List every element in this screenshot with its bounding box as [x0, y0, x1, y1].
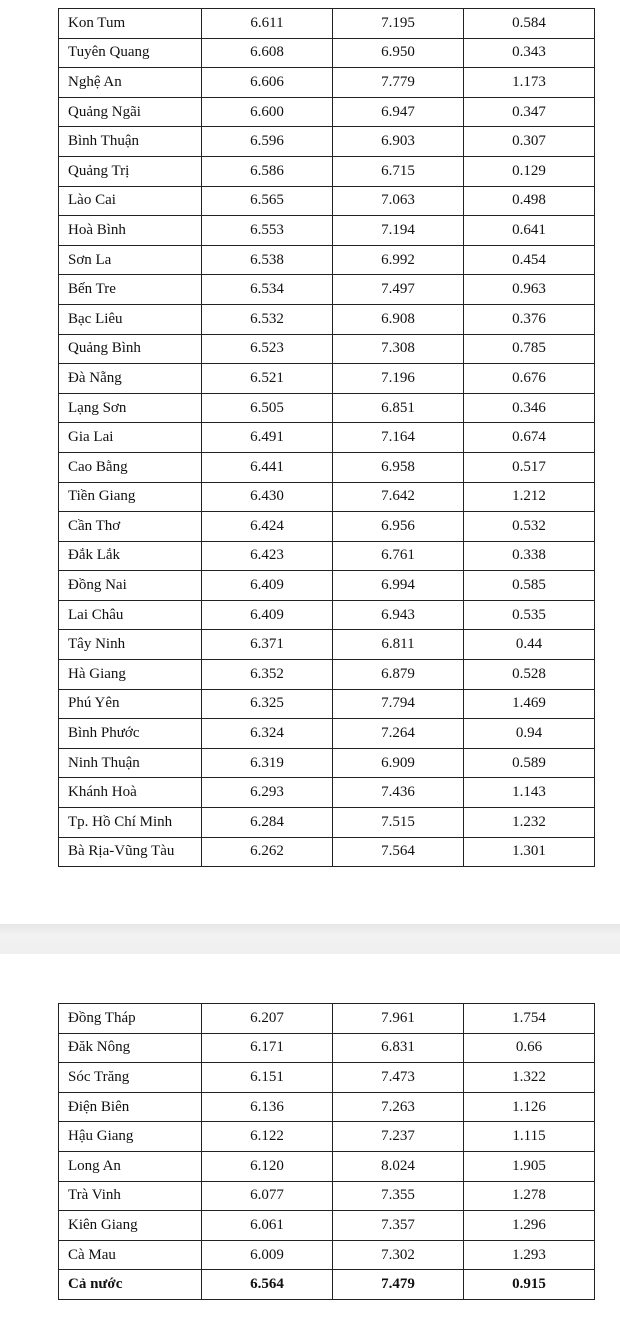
value-2-cell: 6.879 — [333, 660, 464, 690]
table-row — [59, 482, 595, 512]
province-cell: Gia Lai — [59, 423, 202, 453]
value-1-cell: 6.505 — [202, 393, 333, 423]
table-row — [59, 9, 595, 39]
value-3-cell: 0.785 — [464, 334, 595, 364]
value-2-cell: 7.357 — [333, 1211, 464, 1241]
value-3-cell: 1.293 — [464, 1240, 595, 1270]
table-row — [59, 1063, 595, 1093]
value-3-cell: 0.528 — [464, 660, 595, 690]
value-1-cell: 6.441 — [202, 452, 333, 482]
value-1-cell: 6.564 — [202, 1270, 333, 1300]
value-3-cell: 1.469 — [464, 689, 595, 719]
value-3-cell: 0.676 — [464, 364, 595, 394]
province-cell: Kiên Giang — [59, 1211, 202, 1241]
province-cell: Điện Biên — [59, 1092, 202, 1122]
page-break-gap — [0, 924, 620, 954]
value-3-cell: 1.905 — [464, 1151, 595, 1181]
value-1-cell: 6.523 — [202, 334, 333, 364]
value-1-cell: 6.324 — [202, 719, 333, 749]
value-2-cell: 7.564 — [333, 837, 464, 867]
value-1-cell: 6.136 — [202, 1092, 333, 1122]
table-row — [59, 452, 595, 482]
value-2-cell: 7.063 — [333, 186, 464, 216]
table-row — [59, 571, 595, 601]
value-2-cell: 6.958 — [333, 452, 464, 482]
value-3-cell: 0.915 — [464, 1270, 595, 1300]
value-1-cell: 6.606 — [202, 68, 333, 98]
value-3-cell: 0.535 — [464, 600, 595, 630]
province-cell: Quảng Bình — [59, 334, 202, 364]
table-row — [59, 275, 595, 305]
value-1-cell: 6.262 — [202, 837, 333, 867]
value-3-cell: 0.589 — [464, 748, 595, 778]
value-1-cell: 6.534 — [202, 275, 333, 305]
province-cell: Ninh Thuận — [59, 748, 202, 778]
value-2-cell: 7.308 — [333, 334, 464, 364]
table-row — [59, 689, 595, 719]
value-2-cell: 6.994 — [333, 571, 464, 601]
value-2-cell: 6.909 — [333, 748, 464, 778]
value-3-cell: 1.212 — [464, 482, 595, 512]
table-row — [59, 68, 595, 98]
table-row — [59, 748, 595, 778]
value-1-cell: 6.611 — [202, 9, 333, 39]
value-3-cell: 1.143 — [464, 778, 595, 808]
table-row — [59, 186, 595, 216]
value-3-cell: 0.585 — [464, 571, 595, 601]
value-1-cell: 6.319 — [202, 748, 333, 778]
value-2-cell: 7.237 — [333, 1122, 464, 1152]
value-1-cell: 6.120 — [202, 1151, 333, 1181]
table-row — [59, 423, 595, 453]
value-3-cell: 0.376 — [464, 304, 595, 334]
province-cell: Đồng Nai — [59, 571, 202, 601]
province-cell: Sơn La — [59, 245, 202, 275]
province-cell: Hậu Giang — [59, 1122, 202, 1152]
province-cell: Hà Giang — [59, 660, 202, 690]
value-2-cell: 7.355 — [333, 1181, 464, 1211]
province-cell: Tuyên Quang — [59, 38, 202, 68]
value-1-cell: 6.596 — [202, 127, 333, 157]
province-cell: Trà Vinh — [59, 1181, 202, 1211]
province-cell: Tiền Giang — [59, 482, 202, 512]
value-1-cell: 6.061 — [202, 1211, 333, 1241]
value-2-cell: 7.302 — [333, 1240, 464, 1270]
province-cell: Bến Tre — [59, 275, 202, 305]
value-3-cell: 0.66 — [464, 1033, 595, 1063]
province-cell: Lạng Sơn — [59, 393, 202, 423]
value-3-cell: 0.347 — [464, 97, 595, 127]
value-3-cell: 1.115 — [464, 1122, 595, 1152]
value-2-cell: 7.497 — [333, 275, 464, 305]
value-2-cell: 7.961 — [333, 1004, 464, 1034]
table-row — [59, 216, 595, 246]
province-cell: Lào Cai — [59, 186, 202, 216]
value-2-cell: 7.473 — [333, 1063, 464, 1093]
value-1-cell: 6.284 — [202, 808, 333, 838]
province-cell: Đắk Lắk — [59, 541, 202, 571]
value-2-cell: 7.479 — [333, 1270, 464, 1300]
table-row — [59, 1092, 595, 1122]
table-row — [59, 512, 595, 542]
value-1-cell: 6.122 — [202, 1122, 333, 1152]
value-2-cell: 7.164 — [333, 423, 464, 453]
value-2-cell: 7.515 — [333, 808, 464, 838]
value-1-cell: 6.151 — [202, 1063, 333, 1093]
value-2-cell: 6.992 — [333, 245, 464, 275]
table-row — [59, 630, 595, 660]
value-2-cell: 6.947 — [333, 97, 464, 127]
province-cell: Nghệ An — [59, 68, 202, 98]
table-row — [59, 837, 595, 867]
value-1-cell: 6.430 — [202, 482, 333, 512]
value-3-cell: 0.532 — [464, 512, 595, 542]
value-1-cell: 6.553 — [202, 216, 333, 246]
value-2-cell: 7.196 — [333, 364, 464, 394]
value-2-cell: 6.903 — [333, 127, 464, 157]
table-row — [59, 127, 595, 157]
table-row — [59, 660, 595, 690]
value-1-cell: 6.325 — [202, 689, 333, 719]
table-row — [59, 304, 595, 334]
value-3-cell: 1.322 — [464, 1063, 595, 1093]
province-cell: Bà Rịa-Vũng Tàu — [59, 837, 202, 867]
value-1-cell: 6.352 — [202, 660, 333, 690]
table-row — [59, 1151, 595, 1181]
province-cell: Long An — [59, 1151, 202, 1181]
value-3-cell: 1.232 — [464, 808, 595, 838]
table-row — [59, 1181, 595, 1211]
value-3-cell: 1.173 — [464, 68, 595, 98]
table-row — [59, 808, 595, 838]
table-row — [59, 156, 595, 186]
province-cell: Bạc Liêu — [59, 304, 202, 334]
value-1-cell: 6.409 — [202, 571, 333, 601]
value-1-cell: 6.423 — [202, 541, 333, 571]
value-1-cell: 6.171 — [202, 1033, 333, 1063]
value-1-cell: 6.077 — [202, 1181, 333, 1211]
table-row — [59, 1033, 595, 1063]
value-3-cell: 0.584 — [464, 9, 595, 39]
value-2-cell: 6.831 — [333, 1033, 464, 1063]
document-page-2 — [0, 954, 620, 1343]
table-row — [59, 719, 595, 749]
value-2-cell: 6.715 — [333, 156, 464, 186]
value-1-cell: 6.532 — [202, 304, 333, 334]
province-cell: Sóc Trăng — [59, 1063, 202, 1093]
value-3-cell: 1.301 — [464, 837, 595, 867]
value-1-cell: 6.371 — [202, 630, 333, 660]
province-cell: Lai Châu — [59, 600, 202, 630]
province-cell: Phú Yên — [59, 689, 202, 719]
value-1-cell: 6.207 — [202, 1004, 333, 1034]
value-2-cell: 7.264 — [333, 719, 464, 749]
value-1-cell: 6.293 — [202, 778, 333, 808]
province-cell: Đăk Nông — [59, 1033, 202, 1063]
province-cell: Cần Thơ — [59, 512, 202, 542]
value-2-cell: 6.811 — [333, 630, 464, 660]
value-3-cell: 0.44 — [464, 630, 595, 660]
value-3-cell: 0.338 — [464, 541, 595, 571]
value-2-cell: 6.950 — [333, 38, 464, 68]
province-cell: Khánh Hoà — [59, 778, 202, 808]
value-3-cell: 1.126 — [464, 1092, 595, 1122]
value-1-cell: 6.586 — [202, 156, 333, 186]
value-2-cell: 6.908 — [333, 304, 464, 334]
table-row — [59, 541, 595, 571]
value-3-cell: 0.498 — [464, 186, 595, 216]
value-3-cell: 0.94 — [464, 719, 595, 749]
value-2-cell: 6.943 — [333, 600, 464, 630]
value-1-cell: 6.409 — [202, 600, 333, 630]
value-2-cell: 7.194 — [333, 216, 464, 246]
province-cell: Đồng Tháp — [59, 1004, 202, 1034]
value-2-cell: 7.794 — [333, 689, 464, 719]
province-cell: Quảng Trị — [59, 156, 202, 186]
province-cell: Bình Thuận — [59, 127, 202, 157]
value-2-cell: 7.779 — [333, 68, 464, 98]
value-2-cell: 6.851 — [333, 393, 464, 423]
province-table-part-1 — [58, 8, 595, 867]
value-3-cell: 0.346 — [464, 393, 595, 423]
value-1-cell: 6.491 — [202, 423, 333, 453]
value-2-cell: 6.956 — [333, 512, 464, 542]
value-3-cell: 0.963 — [464, 275, 595, 305]
table-row — [59, 1122, 595, 1152]
table-row — [59, 364, 595, 394]
province-cell: Tây Ninh — [59, 630, 202, 660]
value-3-cell: 0.454 — [464, 245, 595, 275]
table-row — [59, 334, 595, 364]
province-cell: Tp. Hồ Chí Minh — [59, 808, 202, 838]
province-cell: Hoà Bình — [59, 216, 202, 246]
province-cell: Quảng Ngãi — [59, 97, 202, 127]
table-row — [59, 393, 595, 423]
total-row — [59, 1270, 595, 1300]
province-cell: Cả nước — [59, 1270, 202, 1300]
province-cell: Đà Nẵng — [59, 364, 202, 394]
value-3-cell: 0.517 — [464, 452, 595, 482]
province-cell: Cao Bằng — [59, 452, 202, 482]
value-1-cell: 6.565 — [202, 186, 333, 216]
value-3-cell: 1.278 — [464, 1181, 595, 1211]
table-row — [59, 1211, 595, 1241]
value-3-cell: 0.641 — [464, 216, 595, 246]
table-row — [59, 97, 595, 127]
value-1-cell: 6.009 — [202, 1240, 333, 1270]
table-row — [59, 778, 595, 808]
value-3-cell: 1.296 — [464, 1211, 595, 1241]
value-2-cell: 8.024 — [333, 1151, 464, 1181]
table-row — [59, 600, 595, 630]
table-row — [59, 1004, 595, 1034]
value-1-cell: 6.538 — [202, 245, 333, 275]
province-cell: Bình Phước — [59, 719, 202, 749]
table-row — [59, 38, 595, 68]
value-1-cell: 6.600 — [202, 97, 333, 127]
value-3-cell: 0.343 — [464, 38, 595, 68]
value-2-cell: 6.761 — [333, 541, 464, 571]
table-row — [59, 1240, 595, 1270]
value-3-cell: 0.129 — [464, 156, 595, 186]
province-table-part-2 — [58, 1003, 595, 1300]
value-2-cell: 7.642 — [333, 482, 464, 512]
value-3-cell: 0.674 — [464, 423, 595, 453]
province-cell: Kon Tum — [59, 9, 202, 39]
value-1-cell: 6.424 — [202, 512, 333, 542]
value-1-cell: 6.608 — [202, 38, 333, 68]
value-3-cell: 0.307 — [464, 127, 595, 157]
value-2-cell: 7.263 — [333, 1092, 464, 1122]
province-cell: Cà Mau — [59, 1240, 202, 1270]
value-2-cell: 7.195 — [333, 9, 464, 39]
value-2-cell: 7.436 — [333, 778, 464, 808]
table-row — [59, 245, 595, 275]
value-1-cell: 6.521 — [202, 364, 333, 394]
value-3-cell: 1.754 — [464, 1004, 595, 1034]
